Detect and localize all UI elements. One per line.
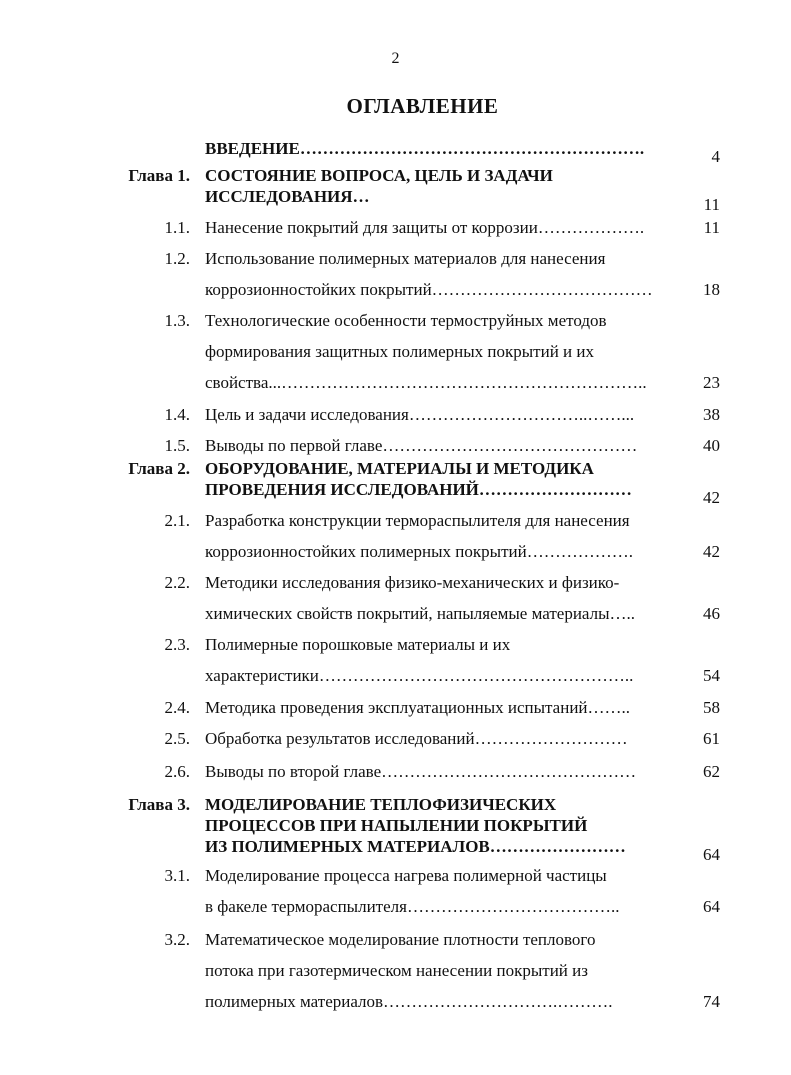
toc-entry-title [205,138,680,159]
toc-entry-page-number: 4 [711,147,720,166]
toc-entry-line: Разработка конструкции термораспылителя для нанесения [205,511,630,530]
toc-entry-page-number: 40 [703,436,720,455]
toc-entry-number: 2.6. [164,762,190,781]
toc-entry-line: Полимерные порошковые материалы и их [205,635,511,654]
toc-entry-line: полимерных материалов………………………….………. [205,992,613,1011]
toc-entry-number: 1.3. [164,311,190,330]
toc-entry-line: коррозионностойких полимерных покрытий………………. [205,542,633,561]
toc-entry-title [205,924,680,1017]
toc-entry-title [205,399,680,430]
toc-entry-number: 1.4. [164,405,190,424]
toc-entry-line: в факеле термораспылителя……………………………….. [205,897,620,916]
toc-entry-page-number: 38 [703,405,720,424]
toc-entry-line: МОДЕЛИРОВАНИЕ ТЕПЛОФИЗИЧЕСКИХ [205,795,557,814]
toc-entry-page-number: 11 [703,218,720,237]
toc-entry-line: ВВЕДЕНИЕ……………………………………………………. [205,139,645,158]
toc-entry-number: 1.5. [164,436,190,455]
toc-entry-line: ОБОРУДОВАНИЕ, МАТЕРИАЛЫ И МЕТОДИКА [205,459,594,478]
toc-entry-page-number: 18 [703,280,720,299]
toc-entry-page-number: 42 [703,542,720,561]
toc-entry-number: 2.4. [164,698,190,717]
page-number: 2 [391,50,400,67]
toc-entry-line: Моделирование процесса нагрева полимерной частицы [205,866,607,885]
toc-entry-title [205,756,680,787]
toc-entry-line: формирования защитных полимерных покрытий и их [205,342,594,361]
toc-entry-line: коррозионностойких покрытий………………………………… [205,280,653,299]
toc-entry-number: 1.1. [164,218,190,237]
toc-entry-line: Выводы по второй главе……………………………………… [205,762,637,781]
toc-entry-number: Глава 3. [128,795,190,814]
toc-entry-title [205,567,680,629]
toc-entry-line: Обработка результатов исследований……………………… [205,729,628,748]
toc-entry-line: Технологические особенности термоструйных методов [205,311,607,330]
toc-entry-title [205,629,680,691]
toc-entry-line: Математическое моделирование плотности теплового [205,930,596,949]
toc-entry-line: потока при газотермическом нанесении покрытий из [205,961,588,980]
toc-entry-title [205,692,680,723]
toc-entry-page-number: 64 [703,897,720,916]
toc-entry-page-number: 46 [703,604,720,623]
toc-entry-line: СОСТОЯНИЕ ВОПРОСА, ЦЕЛЬ И ЗАДАЧИ [205,166,553,185]
toc-entry-title [205,430,680,461]
toc-entry-line: свойства...……………………………………………………….. [205,373,647,392]
toc-entry-number: 2.2. [164,573,190,592]
toc-entry-title [205,794,680,857]
toc-entry-line: ПРОВЕДЕНИЯ ИССЛЕДОВАНИЙ……………………… [205,480,632,499]
toc-entry-number: 3.1. [164,866,190,885]
toc-entry-page-number: 58 [703,698,720,717]
toc-entry-title [205,212,680,243]
toc-entry-number: 2.1. [164,511,190,530]
toc-entry-title [205,305,680,398]
toc-entry-line: ИССЛЕДОВАНИЯ… [205,187,370,206]
toc-entry-page-number: 11 [703,195,720,214]
toc-entry-line: Использование полимерных материалов для нанесения [205,249,606,268]
toc-entry-line: Методика проведения эксплуатационных испытаний…….. [205,698,631,717]
toc-entry-page-number: 64 [703,845,720,864]
toc-entry-line: Нанесение покрытий для защиты от коррозии………………. [205,218,645,237]
toc-entry-page-number: 61 [703,729,720,748]
toc-entry-page-number: 54 [703,666,720,685]
toc-entry-page-number: 74 [703,992,720,1011]
toc-entry-number: Глава 1. [128,166,190,185]
toc-entry-number: 2.3. [164,635,190,654]
toc-entry-title [205,860,680,922]
toc-entry-line: химических свойств покрытий, напыляемые материалы….. [205,604,636,623]
toc-entry-number: 1.2. [164,249,190,268]
toc-entry-line: Выводы по первой главе……………………………………… [205,436,638,455]
toc-entry-line: Методики исследования физико-механических и физико- [205,573,620,592]
toc-entry-page-number: 23 [703,373,720,392]
toc-entry-title [205,505,680,567]
toc-entry-title [205,165,680,207]
toc-entry-title [205,458,680,500]
toc-entry-line: ПРОЦЕССОВ ПРИ НАПЫЛЕНИИ ПОКРЫТИЙ [205,816,588,835]
toc-entry-page-number: 42 [703,488,720,507]
toc-entry-line: Цель и задачи исследования…………………………..……... [205,405,635,424]
page-title: ОГЛАВЛЕНИЕ [346,94,499,118]
toc-entry-number: Глава 2. [128,459,190,478]
toc-entry-line: характеристики……………………………………………….. [205,666,634,685]
toc-entry-title [205,723,680,754]
toc-entry-page-number: 62 [703,762,720,781]
toc-entry-number: 3.2. [164,930,190,949]
toc-entry-number: 2.5. [164,729,190,748]
toc-entry-line: ИЗ ПОЛИМЕРНЫХ МАТЕРИАЛОВ…………………… [205,837,626,856]
toc-entry-title [205,243,680,305]
